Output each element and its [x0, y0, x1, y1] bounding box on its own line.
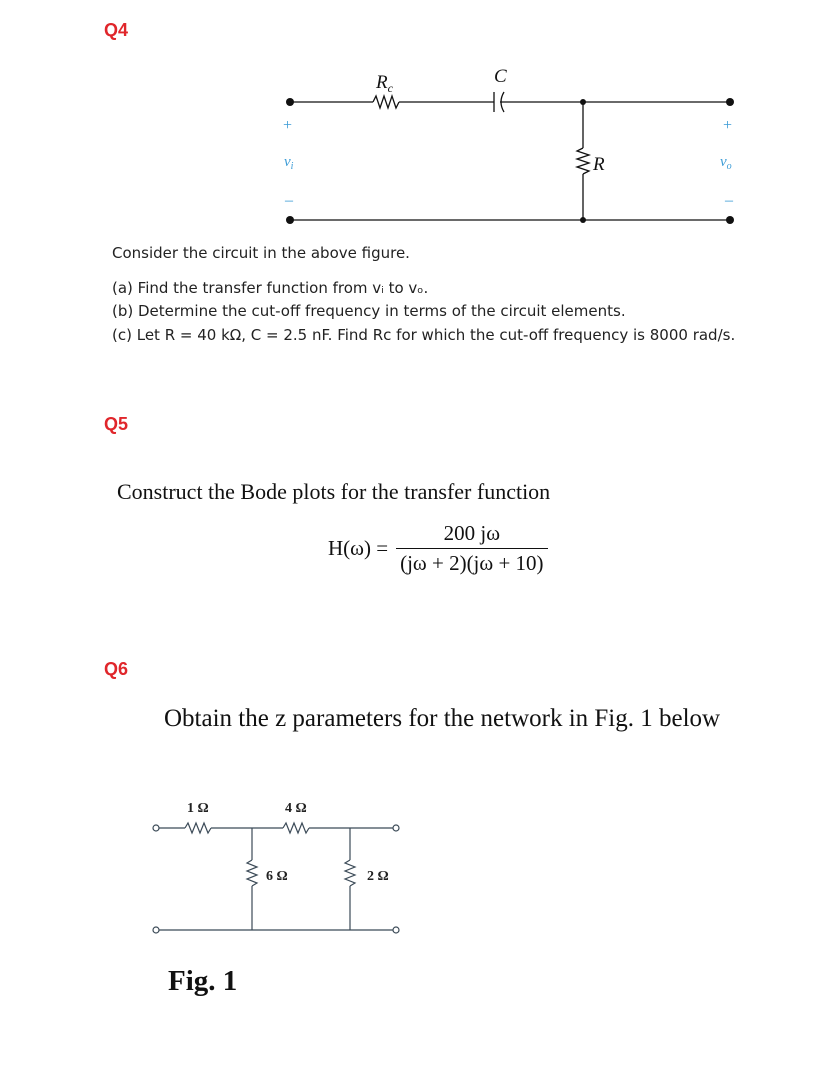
resistor-rc — [373, 96, 399, 108]
node-dot — [580, 217, 586, 223]
vi-label: $v_i$ — [284, 154, 294, 172]
q5-intro: Construct the Bode plots for the transfer function — [117, 479, 551, 504]
terminal-open — [393, 927, 399, 933]
q4-part-a: (a) Find the transfer function from vᵢ to vₒ. — [112, 279, 429, 297]
r2-label: 4 Ω — [285, 801, 307, 816]
q4-part-c: (c) Let R = 40 kΩ, C = 2.5 nF. Find Rᴄ for which the cut-off frequency is 8000 rad/s. — [112, 326, 736, 344]
q5-transfer-function — [328, 521, 548, 576]
r3-label: 6 Ω — [266, 869, 288, 884]
terminal-dot — [726, 98, 734, 106]
vo-label: $v_o$ — [720, 154, 732, 172]
r4-label: 2 Ω — [367, 869, 389, 884]
transfer-function-denominator: (jω + 2)(jω + 10) — [400, 551, 544, 575]
q4-circuit-diagram — [270, 60, 750, 235]
resistor-6ohm — [247, 860, 257, 886]
fig1-caption: Fig. 1 — [168, 965, 238, 997]
q6-label: Q6 — [104, 659, 129, 679]
terminal-dot — [286, 216, 294, 224]
rc-label: $R_c$ — [376, 72, 393, 95]
q5-label: Q5 — [104, 414, 129, 434]
node-dot — [580, 99, 586, 105]
vo-minus: – — [725, 192, 733, 209]
terminal-open — [393, 825, 399, 831]
r1-label: 1 Ω — [187, 801, 209, 816]
c-label: C — [494, 66, 507, 87]
vi-minus: – — [285, 192, 293, 209]
q6-intro: Obtain the z parameters for the network in Fig. 1 below — [164, 705, 721, 732]
terminal-open — [153, 927, 159, 933]
q4-label: Q4 — [104, 20, 129, 40]
vi-plus: + — [283, 117, 293, 134]
transfer-function-lhs: H(ω) = — [328, 536, 389, 560]
terminal-dot — [286, 98, 294, 106]
resistor-1ohm — [185, 823, 211, 833]
terminal-open — [153, 825, 159, 831]
r-label: R — [593, 154, 605, 175]
q4-part-b: (b) Determine the cut-off frequency in terms of the circuit elements. — [112, 302, 626, 320]
vo-plus: + — [723, 117, 733, 134]
fig1-circuit-diagram — [145, 790, 415, 945]
resistor-2ohm — [345, 860, 355, 886]
resistor-r — [577, 148, 589, 174]
transfer-function-numerator: 200 jω — [443, 521, 501, 545]
terminal-dot — [726, 216, 734, 224]
resistor-4ohm — [283, 823, 309, 833]
q4-intro: Consider the circuit in the above figure. — [112, 244, 410, 262]
